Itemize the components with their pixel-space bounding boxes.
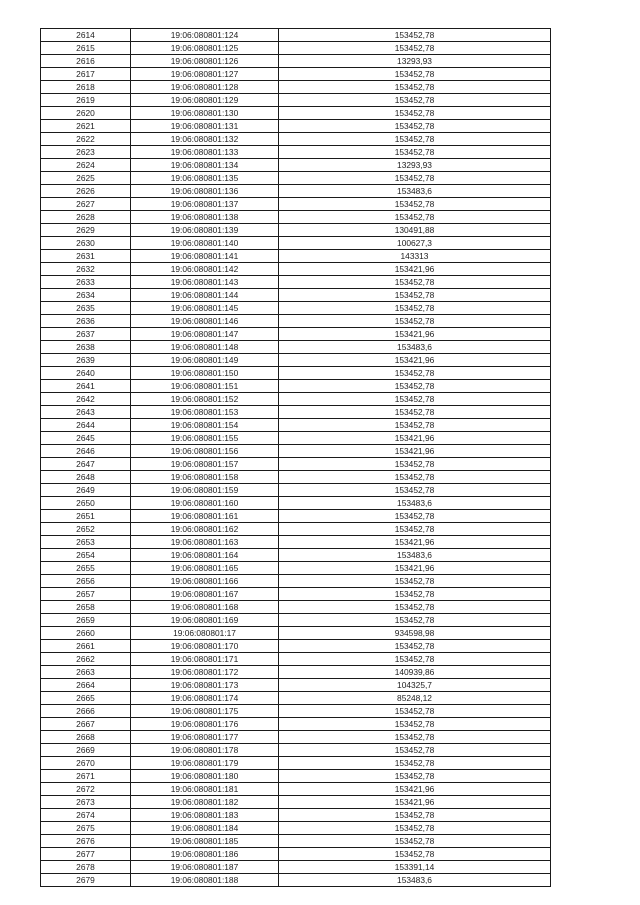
value-cell: 153452,78 [279,848,551,861]
cadastral-number-cell: 19:06:080801:139 [131,224,279,237]
value-cell: 153452,78 [279,640,551,653]
value-cell: 153452,78 [279,822,551,835]
row-number-cell: 2627 [41,198,131,211]
table-row [41,29,551,42]
row-number-cell: 2620 [41,107,131,120]
cadastral-number-cell: 19:06:080801:165 [131,562,279,575]
cadastral-number-cell: 19:06:080801:150 [131,367,279,380]
table-row [41,705,551,718]
cadastral-number-cell: 19:06:080801:173 [131,679,279,692]
cadastral-number-cell: 19:06:080801:188 [131,874,279,887]
table-row [41,640,551,653]
value-cell: 153421,96 [279,354,551,367]
row-number-cell: 2641 [41,380,131,393]
value-cell: 140939,86 [279,666,551,679]
table-row [41,757,551,770]
table-row [41,744,551,757]
cadastral-number-cell: 19:06:080801:146 [131,315,279,328]
row-number-cell: 2650 [41,497,131,510]
table-row [41,601,551,614]
value-cell: 13293,93 [279,55,551,68]
table-row [41,341,551,354]
cadastral-number-cell: 19:06:080801:161 [131,510,279,523]
cadastral-number-cell: 19:06:080801:166 [131,575,279,588]
row-number-cell: 2614 [41,29,131,42]
table-row [41,198,551,211]
value-cell: 153452,78 [279,42,551,55]
row-number-cell: 2631 [41,250,131,263]
cadastral-number-cell: 19:06:080801:134 [131,159,279,172]
row-number-cell: 2667 [41,718,131,731]
value-cell: 153452,78 [279,29,551,42]
cadastral-number-cell: 19:06:080801:170 [131,640,279,653]
value-cell: 153452,78 [279,406,551,419]
table-row [41,458,551,471]
value-cell: 153421,96 [279,432,551,445]
table-row [41,289,551,302]
table-row [41,510,551,523]
cadastral-number-cell: 19:06:080801:163 [131,536,279,549]
row-number-cell: 2617 [41,68,131,81]
table-row [41,731,551,744]
value-cell: 153452,78 [279,315,551,328]
cadastral-number-cell: 19:06:080801:174 [131,692,279,705]
table-row [41,146,551,159]
cadastral-number-cell: 19:06:080801:17 [131,627,279,640]
row-number-cell: 2661 [41,640,131,653]
cadastral-number-cell: 19:06:080801:133 [131,146,279,159]
table-row [41,211,551,224]
value-cell: 153452,78 [279,575,551,588]
cadastral-number-cell: 19:06:080801:176 [131,718,279,731]
table-row [41,432,551,445]
table-row [41,42,551,55]
value-cell: 85248,12 [279,692,551,705]
cadastral-number-cell: 19:06:080801:149 [131,354,279,367]
table-row [41,848,551,861]
row-number-cell: 2666 [41,705,131,718]
table-row [41,367,551,380]
value-cell: 100627,3 [279,237,551,250]
cadastral-number-cell: 19:06:080801:156 [131,445,279,458]
value-cell: 153452,78 [279,523,551,536]
value-cell: 153452,78 [279,510,551,523]
row-number-cell: 2638 [41,341,131,354]
cadastral-number-cell: 19:06:080801:152 [131,393,279,406]
cadastral-number-cell: 19:06:080801:126 [131,55,279,68]
value-cell: 153452,78 [279,172,551,185]
row-number-cell: 2637 [41,328,131,341]
row-number-cell: 2660 [41,627,131,640]
value-cell: 153452,78 [279,393,551,406]
table-row [41,328,551,341]
cadastral-number-cell: 19:06:080801:162 [131,523,279,536]
row-number-cell: 2623 [41,146,131,159]
cadastral-number-cell: 19:06:080801:125 [131,42,279,55]
table-row [41,94,551,107]
row-number-cell: 2653 [41,536,131,549]
table-row [41,588,551,601]
row-number-cell: 2664 [41,679,131,692]
table-row [41,549,551,562]
value-cell: 104325,7 [279,679,551,692]
table-row [41,315,551,328]
value-cell: 153452,78 [279,471,551,484]
cadastral-number-cell: 19:06:080801:129 [131,94,279,107]
value-cell: 153452,78 [279,419,551,432]
row-number-cell: 2670 [41,757,131,770]
row-number-cell: 2648 [41,471,131,484]
table-row [41,861,551,874]
value-cell: 153452,78 [279,289,551,302]
row-number-cell: 2673 [41,796,131,809]
row-number-cell: 2625 [41,172,131,185]
table-row [41,575,551,588]
table-row [41,159,551,172]
cadastral-number-cell: 19:06:080801:154 [131,419,279,432]
table-row [41,250,551,263]
row-number-cell: 2634 [41,289,131,302]
table-row [41,822,551,835]
row-number-cell: 2657 [41,588,131,601]
row-number-cell: 2674 [41,809,131,822]
cadastral-number-cell: 19:06:080801:182 [131,796,279,809]
table-row [41,809,551,822]
table-row [41,419,551,432]
cadastral-number-cell: 19:06:080801:157 [131,458,279,471]
value-cell: 153421,96 [279,796,551,809]
table-row [41,81,551,94]
value-cell: 153452,78 [279,276,551,289]
value-cell: 153452,78 [279,731,551,744]
row-number-cell: 2629 [41,224,131,237]
value-cell: 153452,78 [279,211,551,224]
table-row [41,302,551,315]
value-cell: 153483,6 [279,549,551,562]
row-number-cell: 2672 [41,783,131,796]
row-number-cell: 2677 [41,848,131,861]
row-number-cell: 2615 [41,42,131,55]
cadastral-number-cell: 19:06:080801:184 [131,822,279,835]
row-number-cell: 2655 [41,562,131,575]
cadastral-number-cell: 19:06:080801:164 [131,549,279,562]
value-cell: 153452,78 [279,458,551,471]
row-number-cell: 2630 [41,237,131,250]
row-number-cell: 2618 [41,81,131,94]
value-cell: 153452,78 [279,588,551,601]
table-row [41,796,551,809]
cadastral-number-cell: 19:06:080801:143 [131,276,279,289]
cadastral-number-cell: 19:06:080801:179 [131,757,279,770]
table-row [41,783,551,796]
cadastral-number-cell: 19:06:080801:132 [131,133,279,146]
cadastral-number-cell: 19:06:080801:128 [131,81,279,94]
row-number-cell: 2640 [41,367,131,380]
row-number-cell: 2658 [41,601,131,614]
row-number-cell: 2671 [41,770,131,783]
value-cell: 153452,78 [279,757,551,770]
row-number-cell: 2663 [41,666,131,679]
cadastral-number-cell: 19:06:080801:137 [131,198,279,211]
value-cell: 153452,78 [279,367,551,380]
cadastral-number-cell: 19:06:080801:175 [131,705,279,718]
cadastral-number-cell: 19:06:080801:167 [131,588,279,601]
value-cell: 153452,78 [279,809,551,822]
table-row [41,68,551,81]
table-row [41,120,551,133]
row-number-cell: 2644 [41,419,131,432]
row-number-cell: 2622 [41,133,131,146]
row-number-cell: 2624 [41,159,131,172]
cadastral-number-cell: 19:06:080801:135 [131,172,279,185]
cadastral-number-cell: 19:06:080801:178 [131,744,279,757]
value-cell: 153391,14 [279,861,551,874]
value-cell: 153452,78 [279,146,551,159]
table-row [41,133,551,146]
cadastral-number-cell: 19:06:080801:172 [131,666,279,679]
table-row [41,666,551,679]
value-cell: 153452,78 [279,744,551,757]
value-cell: 153421,96 [279,328,551,341]
row-number-cell: 2649 [41,484,131,497]
value-cell: 153421,96 [279,783,551,796]
value-cell: 153452,78 [279,484,551,497]
data-table [40,28,551,887]
table-row [41,835,551,848]
cadastral-number-cell: 19:06:080801:168 [131,601,279,614]
value-cell: 153452,78 [279,601,551,614]
cadastral-number-cell: 19:06:080801:183 [131,809,279,822]
cadastral-number-cell: 19:06:080801:155 [131,432,279,445]
table-row [41,484,551,497]
table-row [41,172,551,185]
row-number-cell: 2636 [41,315,131,328]
table-row [41,185,551,198]
value-cell: 143313 [279,250,551,263]
row-number-cell: 2616 [41,55,131,68]
value-cell: 153452,78 [279,705,551,718]
value-cell: 13293,93 [279,159,551,172]
cadastral-number-cell: 19:06:080801:177 [131,731,279,744]
cadastral-number-cell: 19:06:080801:127 [131,68,279,81]
table-row [41,445,551,458]
row-number-cell: 2645 [41,432,131,445]
row-number-cell: 2651 [41,510,131,523]
table-row [41,679,551,692]
table-row [41,406,551,419]
cadastral-number-cell: 19:06:080801:180 [131,770,279,783]
value-cell: 153452,78 [279,718,551,731]
value-cell: 153483,6 [279,185,551,198]
value-cell: 934598,98 [279,627,551,640]
table-row [41,354,551,367]
table-body [41,29,551,887]
table-row [41,536,551,549]
table-row [41,653,551,666]
value-cell: 153483,6 [279,497,551,510]
cadastral-number-cell: 19:06:080801:141 [131,250,279,263]
value-cell: 153452,78 [279,120,551,133]
value-cell: 153421,96 [279,263,551,276]
cadastral-number-cell: 19:06:080801:185 [131,835,279,848]
value-cell: 153452,78 [279,68,551,81]
row-number-cell: 2654 [41,549,131,562]
value-cell: 153452,78 [279,133,551,146]
cadastral-number-cell: 19:06:080801:151 [131,380,279,393]
table-row [41,718,551,731]
row-number-cell: 2668 [41,731,131,744]
value-cell: 153421,96 [279,562,551,575]
cadastral-number-cell: 19:06:080801:145 [131,302,279,315]
cadastral-number-cell: 19:06:080801:160 [131,497,279,510]
table-row [41,874,551,887]
row-number-cell: 2665 [41,692,131,705]
cadastral-number-cell: 19:06:080801:131 [131,120,279,133]
value-cell: 153452,78 [279,653,551,666]
cadastral-number-cell: 19:06:080801:144 [131,289,279,302]
value-cell: 153452,78 [279,94,551,107]
cadastral-number-cell: 19:06:080801:181 [131,783,279,796]
table-row [41,107,551,120]
value-cell: 153452,78 [279,614,551,627]
value-cell: 153421,96 [279,445,551,458]
table-row [41,562,551,575]
row-number-cell: 2639 [41,354,131,367]
value-cell: 153452,78 [279,770,551,783]
cadastral-number-cell: 19:06:080801:153 [131,406,279,419]
row-number-cell: 2656 [41,575,131,588]
cadastral-number-cell: 19:06:080801:130 [131,107,279,120]
row-number-cell: 2647 [41,458,131,471]
row-number-cell: 2621 [41,120,131,133]
row-number-cell: 2628 [41,211,131,224]
row-number-cell: 2635 [41,302,131,315]
value-cell: 153452,78 [279,835,551,848]
cadastral-number-cell: 19:06:080801:169 [131,614,279,627]
cadastral-number-cell: 19:06:080801:187 [131,861,279,874]
value-cell: 153452,78 [279,380,551,393]
table-row [41,692,551,705]
value-cell: 153452,78 [279,198,551,211]
table-row [41,497,551,510]
cadastral-number-cell: 19:06:080801:136 [131,185,279,198]
cadastral-number-cell: 19:06:080801:124 [131,29,279,42]
table-row [41,471,551,484]
table-row [41,55,551,68]
table-row [41,614,551,627]
table-row [41,393,551,406]
value-cell: 153483,6 [279,341,551,354]
value-cell: 153452,78 [279,107,551,120]
table-row [41,770,551,783]
row-number-cell: 2678 [41,861,131,874]
cadastral-number-cell: 19:06:080801:138 [131,211,279,224]
row-number-cell: 2659 [41,614,131,627]
row-number-cell: 2633 [41,276,131,289]
row-number-cell: 2652 [41,523,131,536]
table-row [41,237,551,250]
table-row [41,523,551,536]
value-cell: 153452,78 [279,302,551,315]
row-number-cell: 2675 [41,822,131,835]
table-row [41,276,551,289]
row-number-cell: 2669 [41,744,131,757]
row-number-cell: 2642 [41,393,131,406]
cadastral-number-cell: 19:06:080801:140 [131,237,279,250]
row-number-cell: 2619 [41,94,131,107]
cadastral-number-cell: 19:06:080801:159 [131,484,279,497]
row-number-cell: 2679 [41,874,131,887]
cadastral-number-cell: 19:06:080801:158 [131,471,279,484]
row-number-cell: 2626 [41,185,131,198]
table-row [41,224,551,237]
cadastral-number-cell: 19:06:080801:148 [131,341,279,354]
table-row [41,627,551,640]
row-number-cell: 2646 [41,445,131,458]
value-cell: 130491,88 [279,224,551,237]
row-number-cell: 2676 [41,835,131,848]
cadastral-number-cell: 19:06:080801:142 [131,263,279,276]
row-number-cell: 2643 [41,406,131,419]
cadastral-number-cell: 19:06:080801:186 [131,848,279,861]
table-row [41,263,551,276]
cadastral-number-cell: 19:06:080801:147 [131,328,279,341]
row-number-cell: 2662 [41,653,131,666]
cadastral-number-cell: 19:06:080801:171 [131,653,279,666]
value-cell: 153483,6 [279,874,551,887]
value-cell: 153452,78 [279,81,551,94]
row-number-cell: 2632 [41,263,131,276]
value-cell: 153421,96 [279,536,551,549]
table-row [41,380,551,393]
